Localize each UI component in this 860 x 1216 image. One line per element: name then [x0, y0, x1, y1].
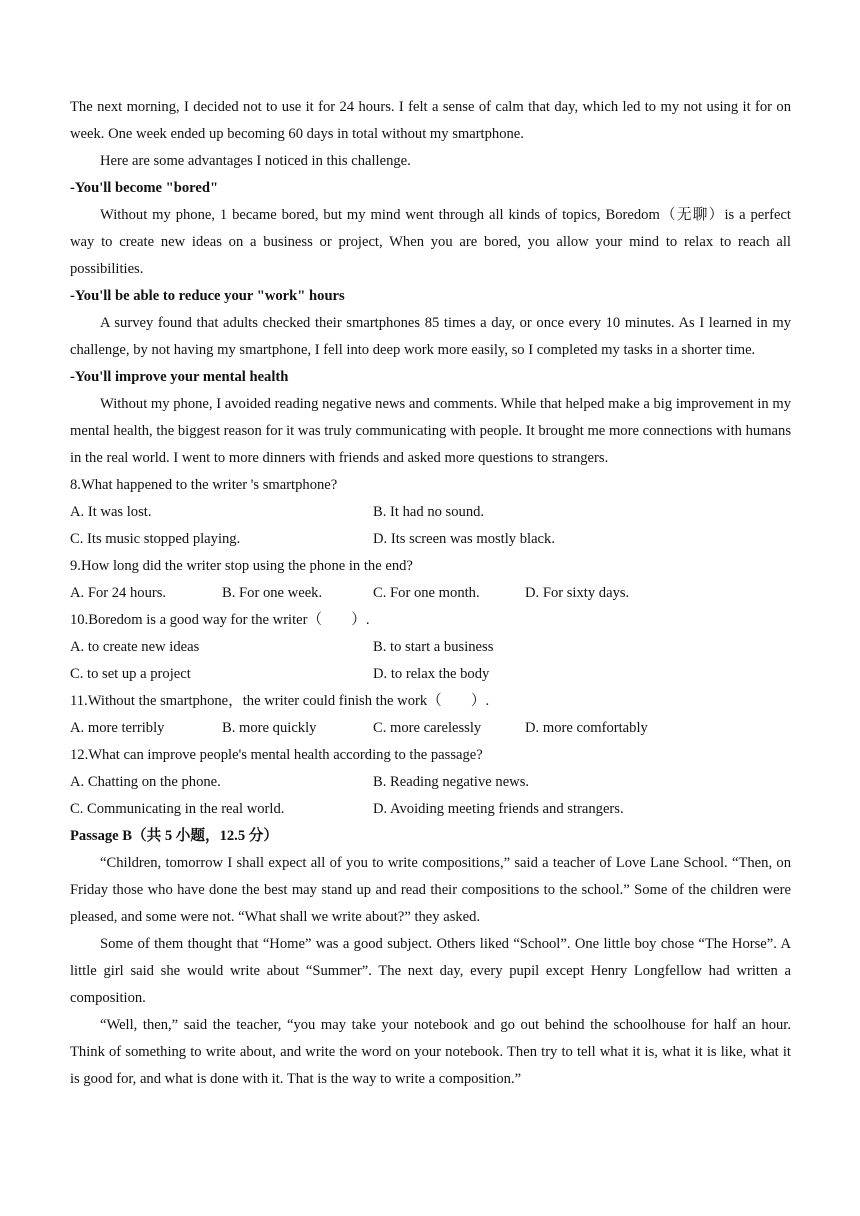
question-stem: 8.What happened to the writer 's smartphone?	[70, 477, 338, 493]
question-options	[70, 499, 791, 553]
option-b: B. Reading negative news.	[373, 774, 530, 790]
option-a: A. to create new ideas	[70, 639, 200, 655]
paragraph: “Well, then,” said the teacher, “you may take your notebook and go out behind the schoolhouse for half an hour. Think of something to write about, and write the word on your notebook. Then try to tell what it is, what it is like, what it is good for, and what is done with it. That is the way to write a composition.”	[70, 1017, 791, 1087]
section-heading: -You'll become "bored"	[70, 180, 219, 196]
option-c: C. more carelessly	[373, 720, 482, 736]
option-d: D. more comfortably	[525, 720, 648, 736]
passage-heading: Passage B（共 5 小题，12.5 分）	[70, 828, 278, 844]
option-a: A. more terribly	[70, 720, 165, 736]
option-a: A. For 24 hours.	[70, 585, 167, 601]
option-d: D. to relax the body	[373, 666, 490, 682]
section-heading: -You'll be able to reduce your "work" hours	[70, 288, 345, 304]
document-page	[70, 94, 791, 1093]
option-a: A. Chatting on the phone.	[70, 774, 221, 790]
section-heading: -You'll improve your mental health	[70, 369, 289, 385]
option-c: C. Its music stopped playing.	[70, 531, 241, 547]
option-a: A. It was lost.	[70, 504, 152, 520]
paragraph: A survey found that adults checked their smartphones 85 times a day, or once every 10 minutes. As I learned in my challenge, by not having my smartphone, I fell into deep work more easily, so I completed my tasks in a shorter time.	[70, 315, 791, 358]
option-b: B. more quickly	[222, 720, 317, 736]
option-d: D. Avoiding meeting friends and strangers.	[373, 801, 624, 817]
question-options	[70, 634, 791, 688]
question-options	[70, 769, 791, 823]
option-d: D. For sixty days.	[525, 585, 630, 601]
paragraph: Here are some advantages I noticed in this challenge.	[100, 153, 411, 169]
option-c: C. For one month.	[373, 585, 480, 601]
paragraph: Without my phone, I avoided reading negative news and comments. While that helped make a big improvement in my mental health, the biggest reason for it was truly communicating with people. It brought me more connections with humans in the real world. I went to more dinners with friends and asked more questions to strangers.	[70, 396, 791, 466]
paragraph: Without my phone, 1 became bored, but my mind went through all kinds of topics, Boredom（无聊）is a perfect way to create new ideas on a business or project, When you are bored, you allow your mind to relax to reach all possibilities.	[70, 207, 791, 277]
question-stem: 10.Boredom is a good way for the writer（ ）.	[70, 612, 370, 628]
option-c: C. Communicating in the real world.	[70, 801, 285, 817]
paragraph: The next morning, I decided not to use it for 24 hours. I felt a sense of calm that day, which led to my not using it for on week. One week ended up becoming 60 days in total without my smartphone.	[70, 99, 791, 142]
question-stem: 9.How long did the writer stop using the phone in the end?	[70, 558, 413, 574]
paragraph: Some of them thought that “Home” was a good subject. Others liked “School”. One little boy chose “The Horse”. A little girl said she would write about “Summer”. The next day, every pupil except Henry Longfellow had written a composition.	[70, 936, 791, 1006]
option-b: B. It had no sound.	[373, 504, 485, 520]
question-options	[70, 715, 791, 742]
option-b: B. to start a business	[373, 639, 494, 655]
option-c: C. to set up a project	[70, 666, 191, 682]
paragraph: “Children, tomorrow I shall expect all of you to write compositions,” said a teacher of Love Lane School. “Then, on Friday those who have done the best may stand up and read their compositions to the school.” Some of the children were pleased, and some were not. “What shall we write about?” they asked.	[70, 855, 791, 925]
option-b: B. For one week.	[222, 585, 323, 601]
question-stem: 11.Without the smartphone，the writer could finish the work（ ）.	[70, 693, 490, 709]
question-options	[70, 580, 791, 607]
option-d: D. Its screen was mostly black.	[373, 531, 555, 547]
question-stem: 12.What can improve people's mental health according to the passage?	[70, 747, 483, 763]
